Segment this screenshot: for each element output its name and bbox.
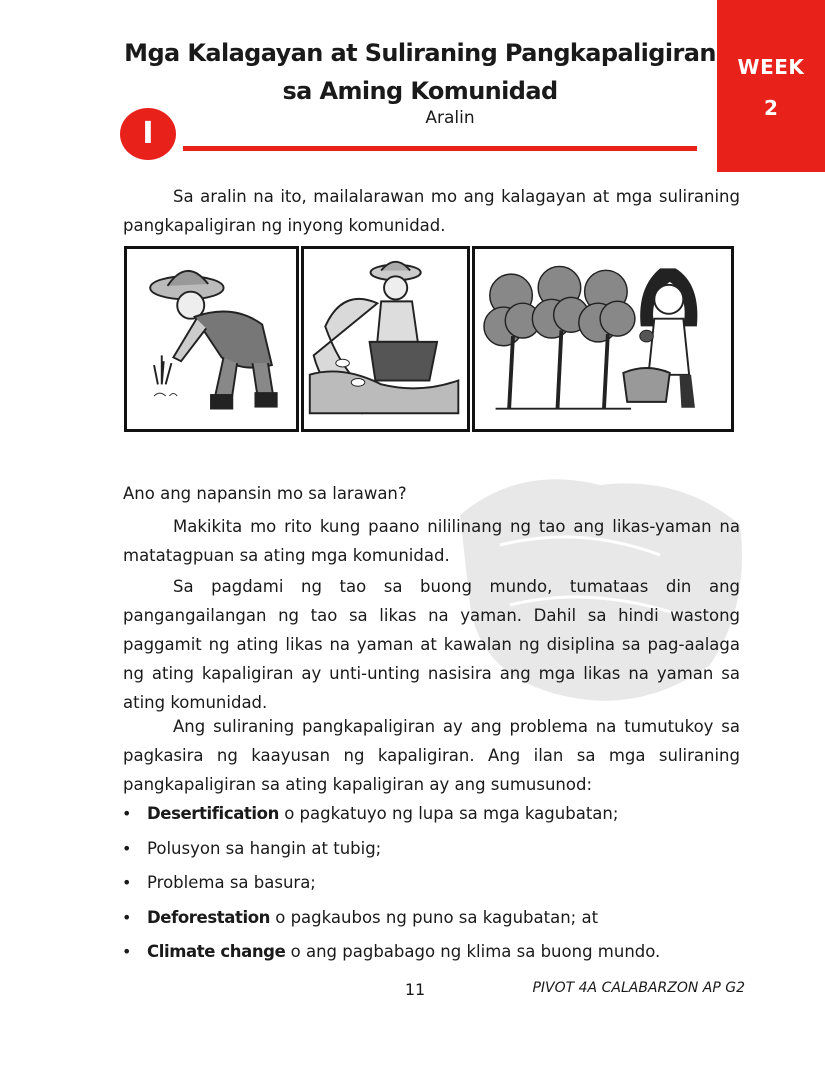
list-item: [120, 904, 760, 939]
issue-description: Problema sa basura;: [147, 873, 316, 892]
fisherman-net-boat-illustration: [301, 246, 470, 432]
list-item: [120, 869, 760, 904]
issue-description: o pagkaubos ng puno sa kagubatan; at: [270, 907, 599, 927]
footer-reference: PIVOT 4A CALABARZON AP G2: [532, 980, 745, 996]
section-label: Aralin: [425, 108, 475, 128]
issue-description: Polusyon sa hangin at tubig;: [147, 838, 382, 858]
week-number: 2: [764, 96, 778, 120]
page-title: [120, 34, 720, 110]
page-number: 11: [404, 980, 426, 999]
intro-paragraph: Sa aralin na ito, mailalarawan mo ang kalagayan at mga suliraning pangkapaligiran ng inyong komunidad.: [123, 187, 740, 235]
section-badge: I: [120, 108, 176, 160]
list-item: [120, 938, 760, 973]
week-label: WEEK: [737, 55, 805, 79]
issue-term: Desertification: [147, 804, 279, 823]
girl-harvesting-fruit-trees-illustration: [472, 246, 734, 432]
title-line-2: sa Aming Komunidad: [282, 77, 558, 105]
paragraph-1: Makikita mo rito kung paano nililinang ng tao ang likas-yaman na matatagpuan sa ating mga komunidad.: [123, 517, 740, 565]
issue-description: o pagkatuyo ng lupa sa mga kagubatan;: [278, 804, 619, 823]
paragraph-3: Ang suliraning pangkapaligiran ay ang problema na tumutukoy sa pagkasira ng kaayusan ng kapaligiran. Ang ilan sa mga suliraning pangkapaligiran sa ating kapaligiran ay ang sumusunod:: [123, 717, 740, 794]
section-divider: [183, 146, 697, 151]
list-item: [120, 800, 760, 835]
issue-term: Deforestation: [147, 907, 270, 927]
paragraph-2: Sa pagdami ng tao sa buong mundo, tumataas din ang pangangailangan ng tao sa likas na yaman. Dahil sa hindi wastong paggamit ng ating likas na yaman at kawalan ng disiplina sa pag-aalaga ng ating kapaligiran ay unti-unting nasisira ang mga likas na yaman sa ating komunidad.: [123, 577, 740, 712]
environmental-issues-list: [120, 800, 760, 973]
list-item: [120, 835, 760, 870]
issue-description: o ang pagbabago ng klima sa buong mundo.: [285, 942, 661, 961]
issue-term: Climate change: [147, 942, 286, 961]
farmer-planting-illustration: [124, 246, 299, 432]
question-text: Ano ang napansin mo sa larawan?: [123, 484, 407, 503]
title-line-1: Mga Kalagayan at Suliraning Pangkapaligiran: [124, 39, 716, 67]
week-tab: [717, 0, 825, 172]
